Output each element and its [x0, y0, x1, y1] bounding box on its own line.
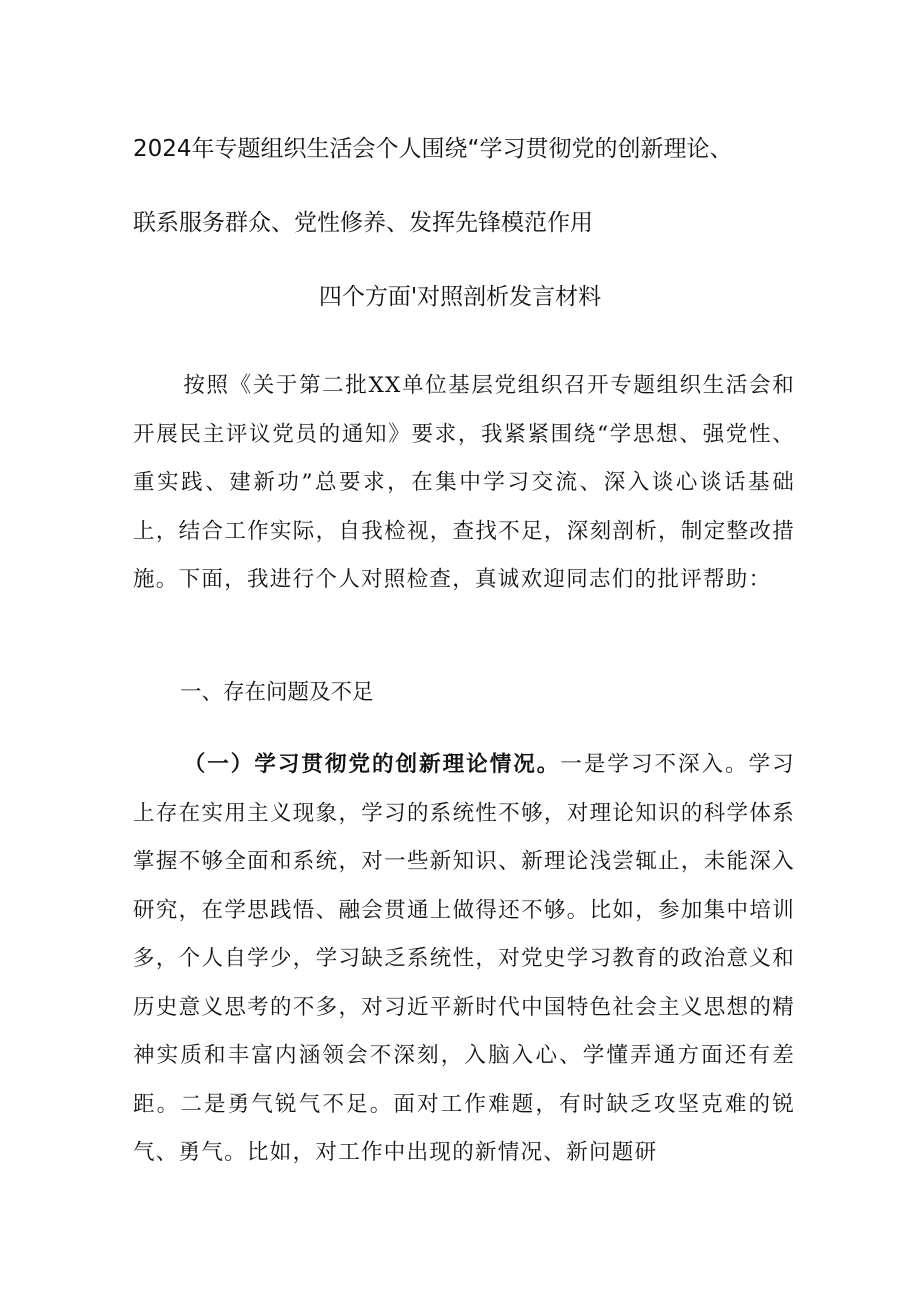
subsection-lead: （一）学习贯彻党的创新理论情况。	[183, 752, 561, 777]
document-title-line-2: 联系服务群众、党性修养、发挥先锋模范作用	[133, 210, 593, 236]
subsection-body-text: 一是学习不深入。学习上存在实用主义现象，学习的系统性不够，对理论知识的科学体系掌握不够全面和系统，对一些新知识、新理论浅尝辄止，未能深入研究，在学思践悟、融会贯通上做得还不够。比如，参加集中培训多，个人自学少，学习缺乏系统性，对党史学习教育的政治意义和历史意义思考的不多，对习近平新时代中国特色社会主义思想的精神实质和丰富内涵领会不深刻，入脑入心、学懂弄通方面还有差距。二是勇气锐气不足。面对工作难题，有时缺乏攻坚克难的锐气、勇气。比如，对工作中出现的新情况、新问题研	[133, 752, 795, 1165]
section-heading: 一、存在问题及不足	[180, 680, 374, 705]
subsection-paragraph	[133, 741, 795, 1178]
intro-paragraph	[133, 362, 795, 605]
document-title-line-3: 四个方面'对照剖析发言材料	[318, 284, 602, 310]
intro-paragraph-text: 按照《关于第二批XX单位基层党组织召开专题组织生活会和开展民主评议党员的通知》要求，我紧紧围绕“学思想、强党性、重实践、建新功”总要求，在集中学习交流、深入谈心谈话基础上，结合工作实际，自我检视，查找不足，深刻剖析，制定整改措施。下面，我进行个人对照检查，真诚欢迎同志们的批评帮助：	[133, 373, 795, 592]
document-title-line-1: 2024年专题组织生活会个人围绕“学习贯彻党的创新理论、	[133, 136, 733, 162]
